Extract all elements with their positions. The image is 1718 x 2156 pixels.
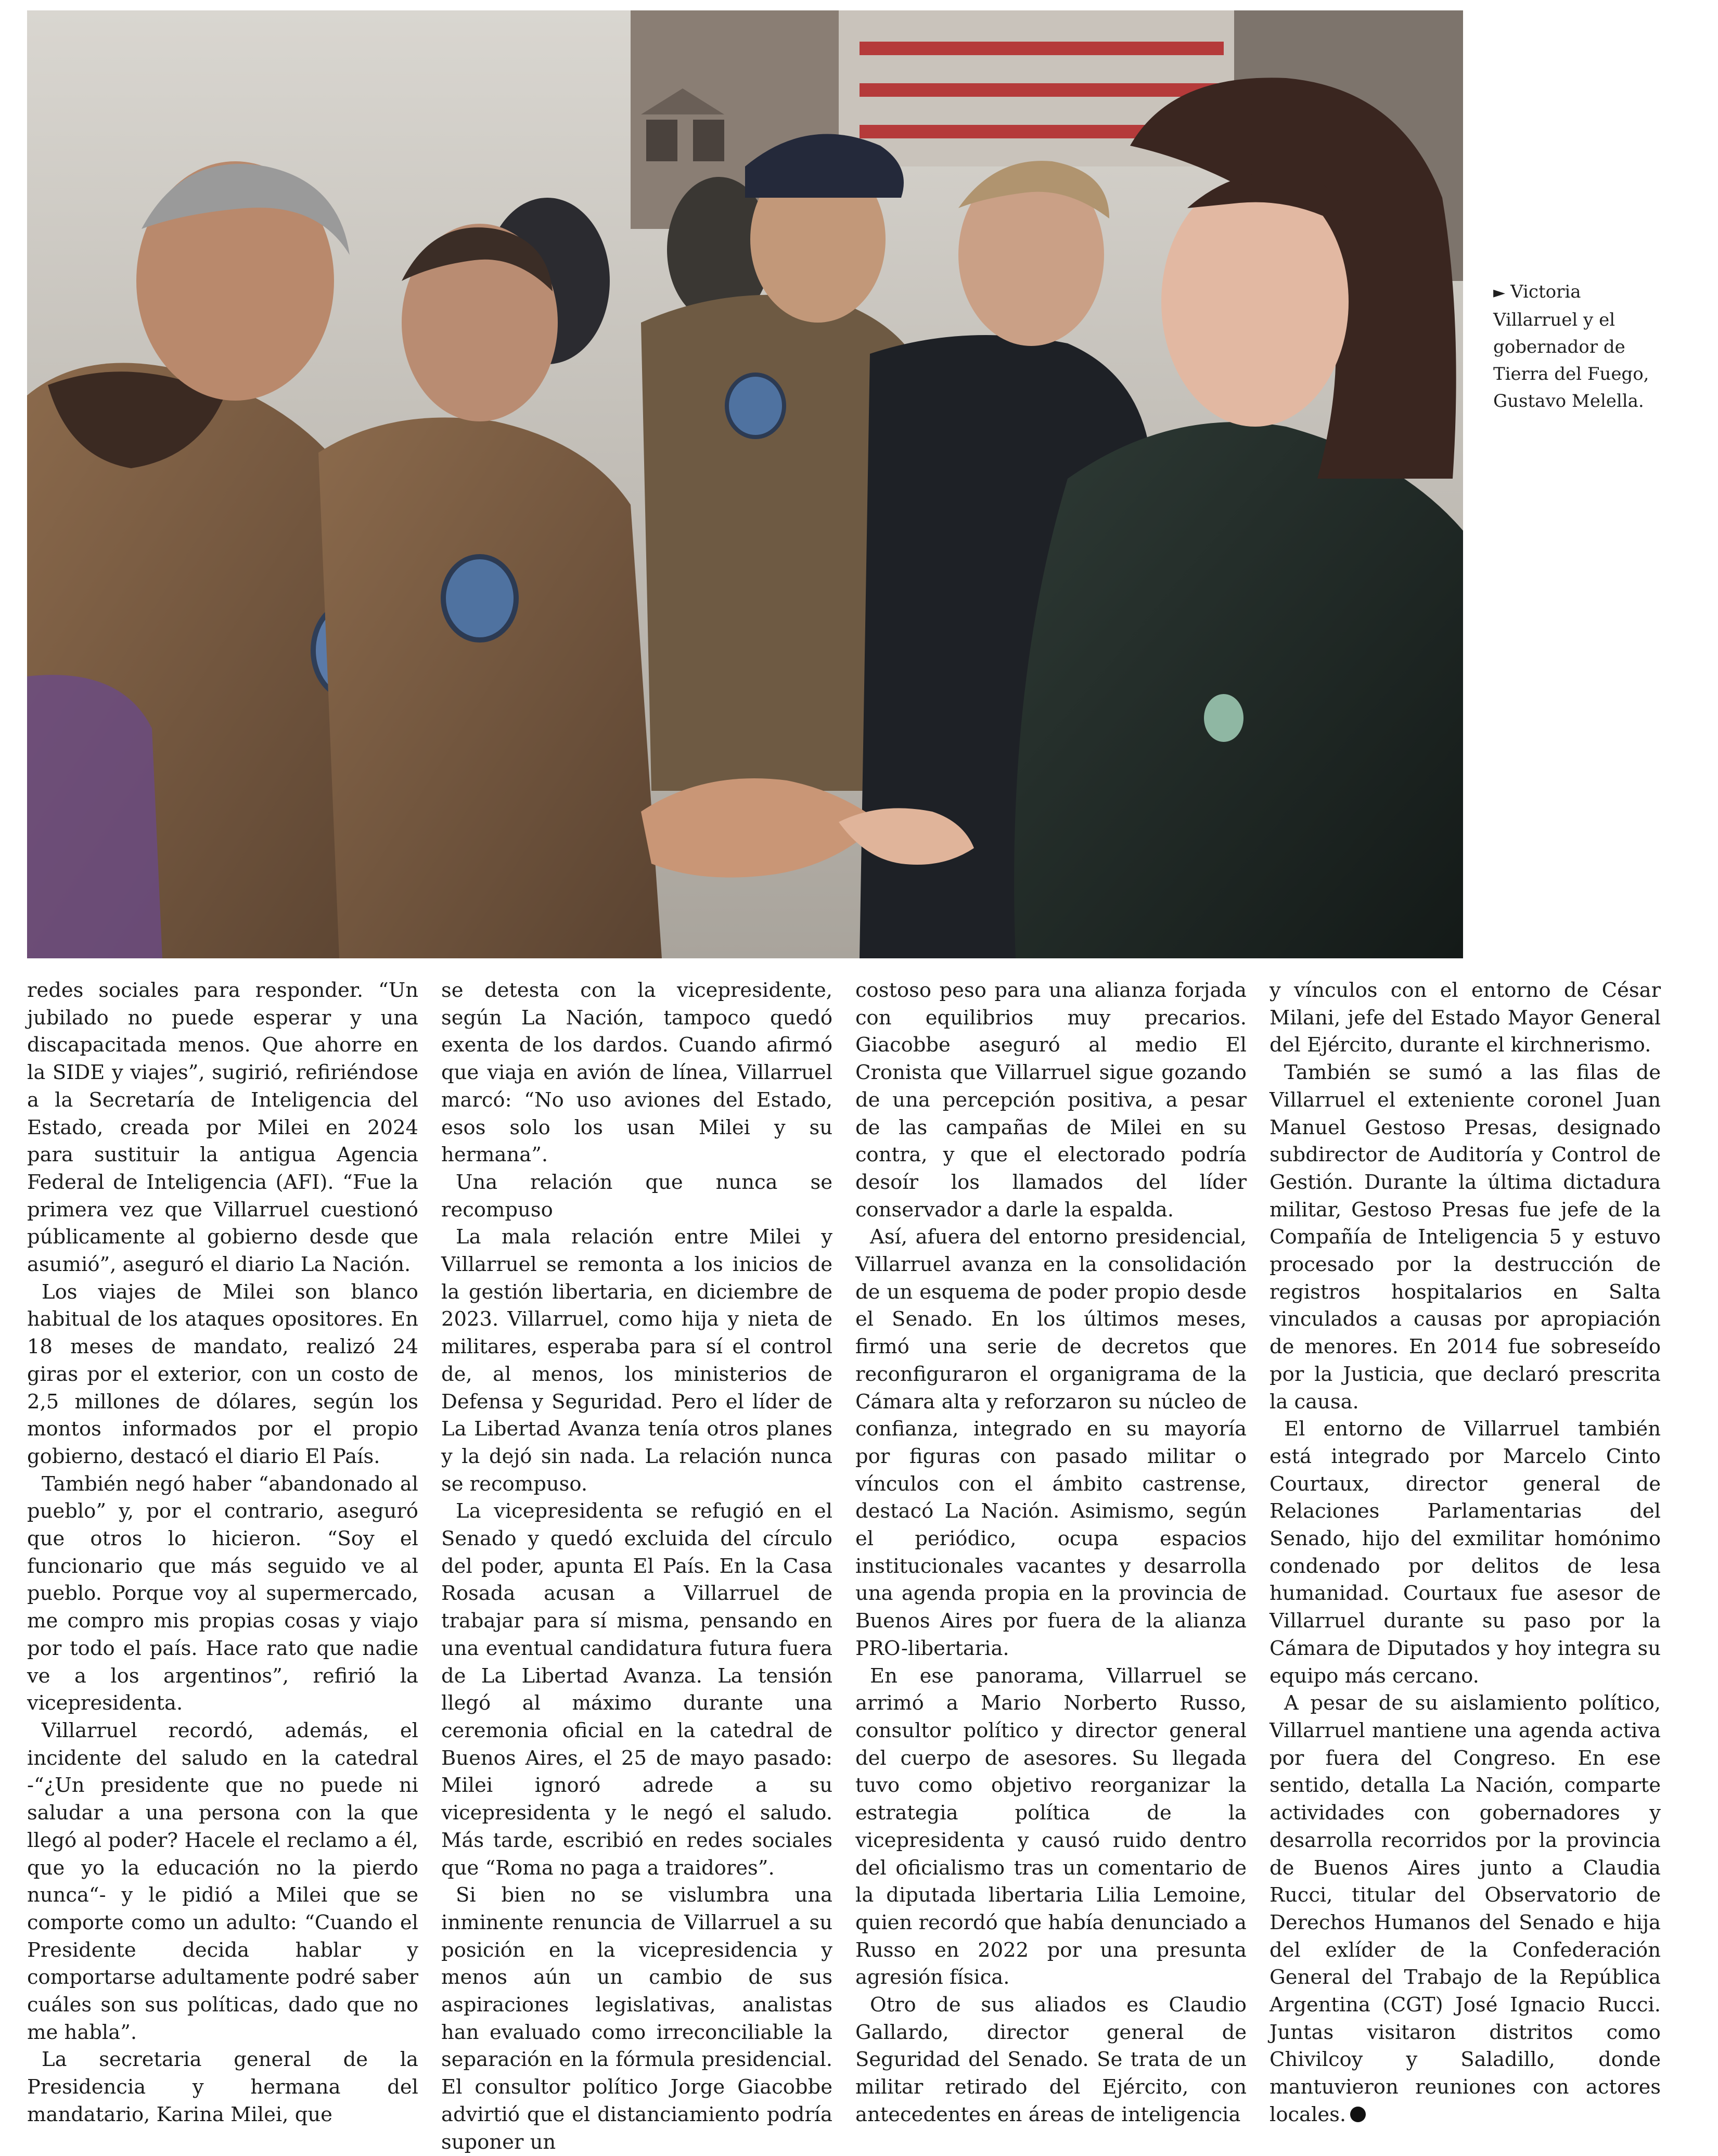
paragraph: costoso peso para una alianza forjada con equilibrios muy precarios. Giacobbe aseguró al medio El Cronista que Villarruel sigue gozando de una percepción positiva, a pesar de las campañas de Milei en su contra, y que el electorado podría desoír los llamados del líder conservador a darle la espalda. (855, 979, 1247, 1222)
paragraph: En ese panorama, Villarruel se arrimó a Mario Norberto Russo, consultor político y director general del cuerpo de asesores. Su llegada tuvo como objetivo reorganizar la estrategia política de la vicepresidenta y causó ruido dentro del oficialismo tras un comentario de la diputada libertaria Lilia Lemoine, quien recordó que había denunciado a Russo en 2022 por una presunta agresión física. (855, 1664, 1247, 1990)
paragraph: Así, afuera del entorno presidencial, Villarruel avanza en la consolidación de un esquema de poder propio desde el Senado. En los últimos meses, firmó una serie de decretos que reconfiguraron el organigrama de la Cámara alta y reforzaron su núcleo de confianza, integrado en su mayoría por figuras con pasado militar o vínculos con el ámbito castrense, destacó La Nación. Asimismo, según el periódico, ocupa espacios institucionales vacantes y desarrolla una agenda propia en la provincia de Buenos Aires por fuera de la alianza PRO-libertaria. (855, 1225, 1247, 1660)
paragraph-text: A pesar de su aislamiento político, Villarruel mantiene una agenda activa por fuera del Congreso. En ese sentido, detalla La Nación, comparte actividades con gobernadores y desarrolla recorridos por la provincia de Buenos Aires junto a Claudia Rucci, titular del Observatorio de Derechos Humanos del Senado e hija del exlíder de la Confederación General del Trabajo de la República Argentina (CGT) José Ignacio Rucci. Juntas visitaron distritos como Chivilcoy y Saladillo, donde mantuvieron reuniones con actores locales. (1270, 1691, 1661, 2126)
article-column-2 (441, 977, 832, 2154)
caption-arrow-icon: ► (1493, 284, 1506, 302)
paragraph: Otro de sus aliados es Claudio Gallardo, director general de Seguridad del Senado. Se trata de un militar retirado del Ejército, con antecedentes en áreas de inteligencia (855, 1993, 1247, 2126)
paragraph: La vicepresidenta se refugió en el Senado y quedó excluida del círculo del poder, apunta El País. En la Casa Rosada acusan a Villarruel de trabajar para sí misma, pensando en una eventual candidatura futura fuera de La Libertad Avanza. La tensión llegó al máximo durante una ceremonia oficial en la catedral de Buenos Aires, el 25 de mayo pasado: Milei ignoró adrede a su vicepresidenta y le negó el saludo. Más tarde, escribió en redes sociales que “Roma no paga a traidores”. (441, 1499, 832, 1880)
article-column-3 (855, 977, 1247, 2126)
end-of-article-icon (1350, 2107, 1366, 2122)
paragraph: Si bien no se vislumbra una inminente renuncia de Villarruel a su posición en la vicepresidencia y menos aún un cambio de sus aspiraciones legislativas, analistas han evaluado como irreconciliable la separación en la fórmula presidencial. El consultor político Jorge Giacobbe advirtió que el distanciamiento podría suponer un (441, 1883, 832, 2154)
article-body (27, 977, 1661, 2154)
article-column-1 (27, 977, 418, 2126)
article-column-4 (1270, 977, 1661, 2126)
paragraph: La mala relación entre Milei y Villarruel se remonta a los inicios de la gestión libertaria, en diciembre de 2023. Villarruel, como hija y nieta de militares, esperaba para sí el control de, al menos, los ministerios de Defensa y Seguridad. Pero el líder de La Libertad Avanza tenía otros planes y la dejó sin nada. La relación nunca se recompuso. (441, 1225, 832, 1496)
section-subheading: Una relación que nunca se recompuso (441, 1170, 832, 1222)
caption-text: Victoria Villarruel y el gobernador de Tierra del Fuego, Gustavo Melella. (1493, 281, 1649, 412)
paragraph: Los viajes de Milei son blanco habitual de los ataques opositores. En 18 meses de mandato, realizó 24 giras por el exterior, con un costo de 2,5 millones de dólares, según los montos informados por el propio gobierno, destacó el diario El País. (27, 1280, 418, 1468)
photo-illustration (27, 10, 1463, 958)
paragraph: y vínculos con el entorno de César Milani, jefe del Estado Mayor General del Ejército, durante el kirchnerismo. (1270, 979, 1661, 1057)
paragraph: El entorno de Villarruel también está integrado por Marcelo Cinto Courtaux, director general de Relaciones Parlamentarias del Senado, hijo del exmilitar homónimo condenado por delitos de lesa humanidad. Courtaux fue asesor de Villarruel durante su paso por la Cámara de Diputados y hoy integra su equipo más cercano. (1270, 1417, 1661, 1688)
paragraph: redes sociales para responder. “Un jubilado no puede esperar y una discapacitada menos. Que ahorre en la SIDE y viajes”, sugirió, refiriéndose a la Secretaría de Inteligencia del Estado, creada por Milei en 2024 para sustituir la antigua Agencia Federal de Inteligencia (AFI). “Fue la primera vez que Villarruel cuestionó públicamente al gobierno desde que asumió”, aseguró el diario La Nación. (27, 979, 418, 1277)
paragraph: Villarruel recordó, además, el incidente del saludo en la catedral -“¿Un presidente que no puede ni saludar a una persona con la que llegó al poder? Hacele el reclamo a él, que yo la educación no la pierdo nunca“- y le pidió a Milei que se comporte como un adulto: “Cuando el Presidente decida hablar y comportarse adultamente podré saber cuáles son sus políticas, dado que no me habla”. (27, 1718, 418, 2044)
paragraph (1270, 1690, 1661, 2128)
photo-caption (1493, 278, 1665, 415)
article-photo (27, 10, 1463, 958)
paragraph: La secretaria general de la Presidencia y hermana del mandatario, Karina Milei, que (27, 2048, 418, 2126)
paragraph: También negó haber “abandonado al pueblo” y, por el contrario, aseguró que otros lo hicieron. “Soy el funcionario que más seguido ve al pueblo. Porque voy al supermercado, me compro mis propias cosas y viajo por todo el país. Hace rato que nadie ve a los argentinos”, refirió la vicepresidenta. (27, 1472, 418, 1715)
paragraph: se detesta con la vicepresidente, según La Nación, tampoco quedó exenta de los dardos. Cuando afirmó que viaja en avión de línea, Villarruel marcó: “No uso aviones del Estado, esos solo los usan Milei y su hermana”. (441, 979, 832, 1167)
paragraph: También se sumó a las filas de Villarruel el exteniente coronel Juan Manuel Gestoso Presas, designado subdirector de Auditoría y Control de Gestión. Durante la última dictadura militar, Gestoso Presas fue jefe de la Compañía de Inteligencia 5 y estuvo procesado por la destrucción de registros hospitalarios en Salta vinculados a causas por apropiación de menores. En 2014 fue sobreseído por la Justicia, que declaró prescrita la causa. (1270, 1061, 1661, 1414)
